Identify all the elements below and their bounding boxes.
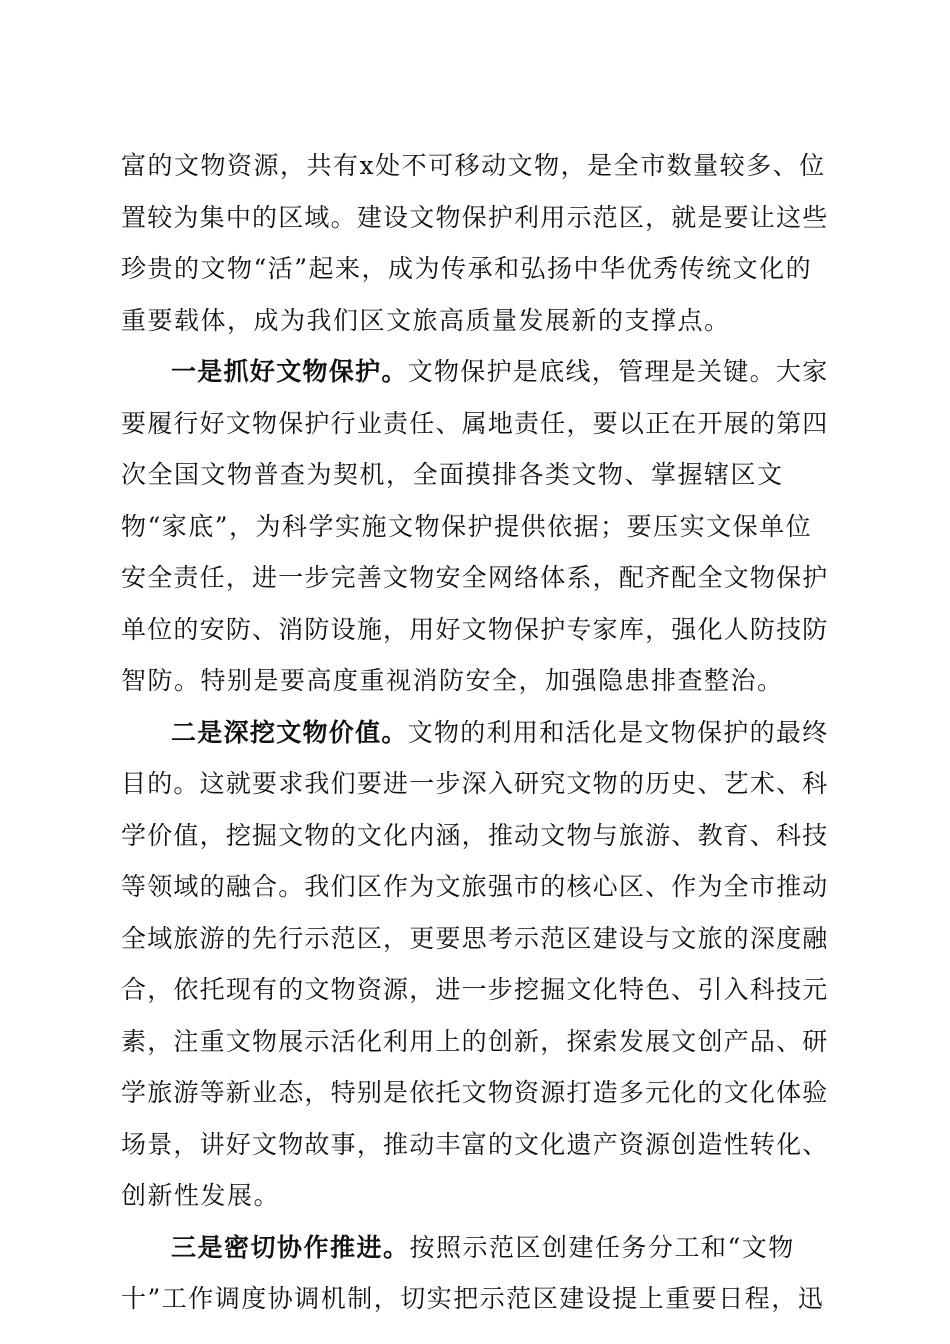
text-line: 目的。这就要求我们要进一步深入研究文物的历史、艺术、科	[121, 769, 829, 798]
text-run: 文物的利用和活化是文物保护的最终	[407, 717, 829, 747]
text-line: 素，注重文物展示活化利用上的创新，探索发展文创产品、研	[121, 1026, 829, 1056]
text-line: 全域旅游的先行示范区，更要思考示范区建设与文旅的深度融	[121, 923, 829, 953]
text-line: 富的文物资源，共有x处不可移动文物，是全市数量较多、位	[121, 151, 826, 180]
text-run: 按照示范区创建任务分工和“文物	[409, 1232, 795, 1262]
text-line: 次全国文物普查为契机，全面摸排各类文物、掌握辖区文	[121, 460, 784, 489]
text-line: 置较为集中的区域。建设文物保护利用示范区，就是要让这些	[121, 202, 829, 232]
text-line: 单位的安防、消防设施，用好文物保护专家库，强化人防技防	[121, 614, 829, 644]
paragraph-cooperation	[121, 1222, 829, 1325]
text-run: 文物保护是底线，管理是关键。大家	[407, 357, 829, 386]
paragraph-heading: 一是抓好文物保护。	[171, 357, 408, 386]
text-line: 重要载体，成为我们区文旅高质量发展新的支撑点。	[121, 305, 731, 335]
text-line: 珍贵的文物“活”起来，成为传承和弘扬中华优秀传统文化的	[121, 254, 813, 283]
text-line-first	[121, 346, 829, 398]
text-line: 安全责任，进一步完善文物安全网络体系，配齐配全文物保护	[121, 563, 829, 592]
text-line: 要履行好文物保护行业责任、属地责任，要以正在开展的第四	[121, 408, 829, 438]
paragraph-protection	[121, 346, 829, 707]
paragraph-continuation	[121, 140, 829, 346]
text-line: 场景，讲好文物故事，推动丰富的文化遗产资源创造性转化、	[121, 1129, 829, 1159]
text-line: 合，依托现有的文物资源，进一步挖掘文化特色、引入科技元	[121, 975, 829, 1004]
text-line: 学旅游等新业态，特别是依托文物资源打造多元化的文化体验	[121, 1078, 829, 1107]
text-line-first	[121, 707, 829, 759]
text-line: 等领域的融合。我们区作为文旅强市的核心区、作为全市推动	[121, 872, 829, 901]
text-line: 学价值，挖掘文物的文化内涵，推动文物与旅游、教育、科技	[121, 820, 829, 850]
paragraph-value	[121, 707, 829, 1222]
document-body	[121, 140, 829, 1325]
text-line: 创新性发展。	[121, 1181, 281, 1210]
text-line: 物“家底”，为科学实施文物保护提供依据；要压实文保单位	[121, 511, 813, 541]
text-line-first	[121, 1222, 829, 1274]
text-line: 十”工作调度协调机制，切实把示范区建设提上重要日程，迅	[121, 1284, 825, 1313]
paragraph-heading: 三是密切协作推进。	[171, 1232, 410, 1262]
paragraph-heading: 二是深挖文物价值。	[171, 717, 408, 747]
text-line: 智防。特别是要高度重视消防安全，加强隐患排查整治。	[121, 666, 784, 695]
